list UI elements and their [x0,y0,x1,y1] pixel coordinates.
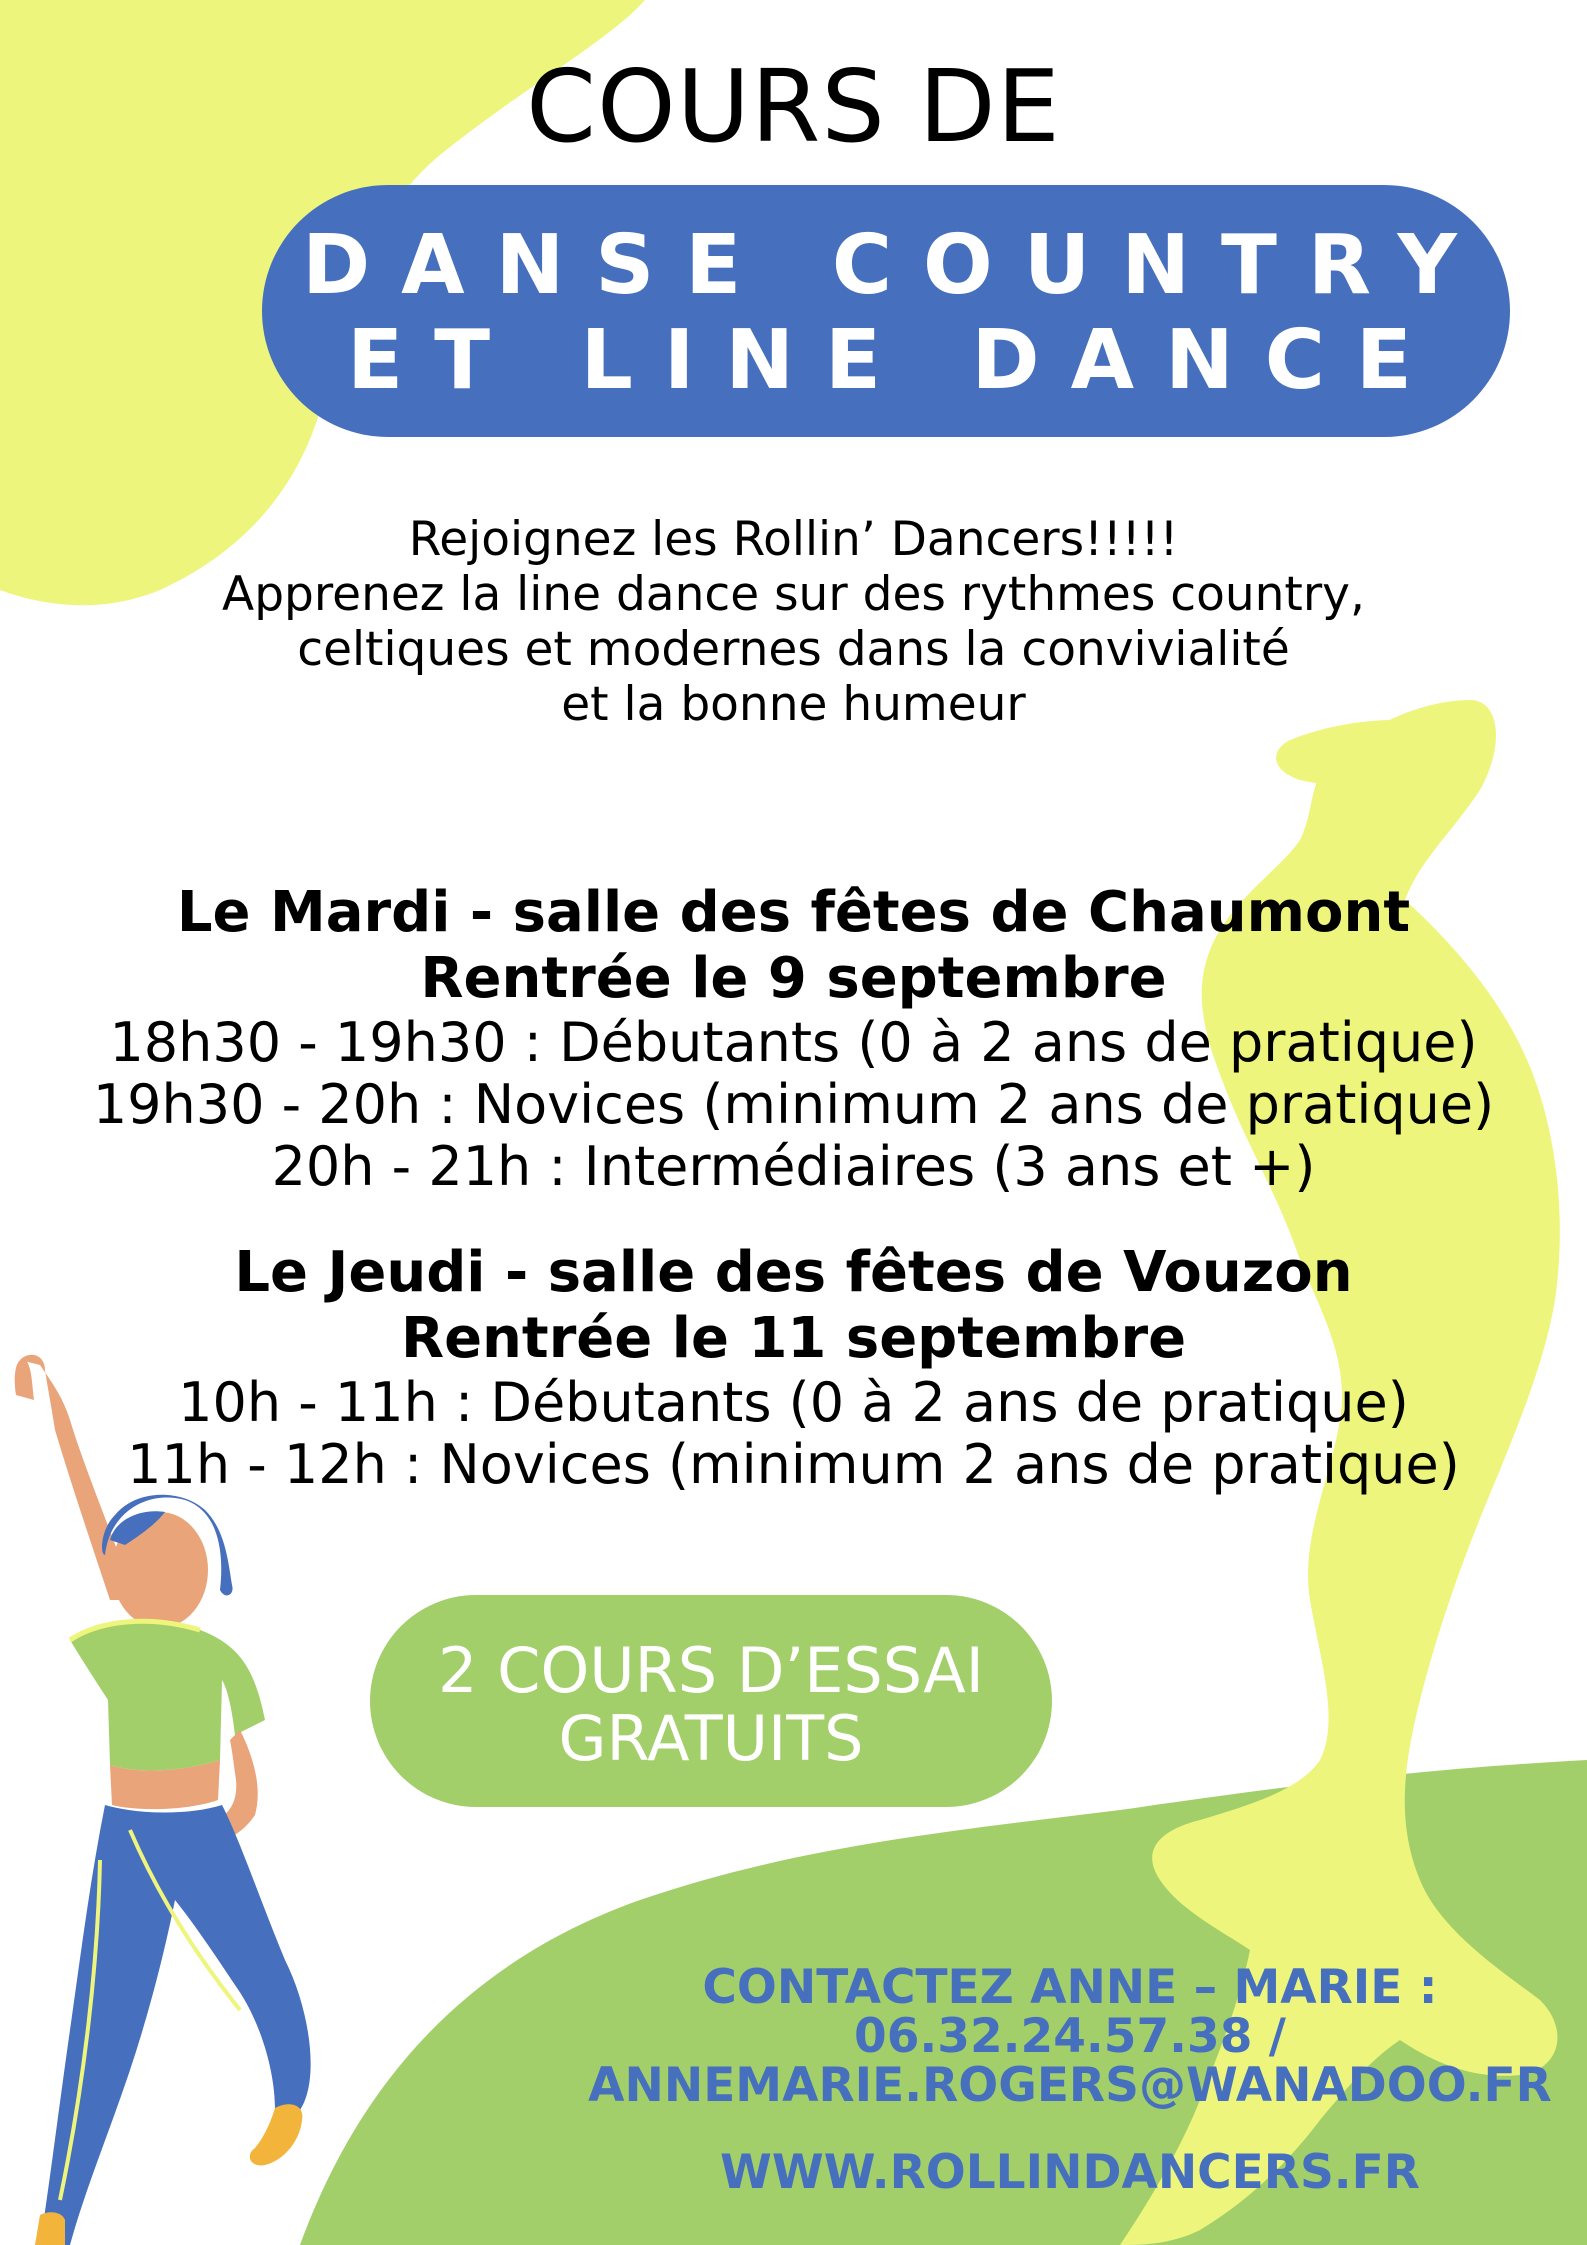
schedule-start-date: Rentrée le 11 septembre [400,1306,1187,1371]
intro-line: celtiques et modernes dans la convivialité [297,622,1290,677]
free-trial-text [370,1634,1052,1775]
intro-line: Rejoignez les Rollin’ Dancers!!!!! [408,512,1179,567]
free-trial-line: 2 COURS D’ESSAI [438,1634,984,1707]
schedule-session: 10h - 11h : Débutants (0 à 2 ans de pratique) [178,1371,1409,1434]
schedule-session: 19h30 - 20h : Novices (minimum 2 ans de pratique) [92,1073,1495,1136]
contact-email[interactable]: ANNEMARIE.ROGERS@WANADOO.FR [588,2058,1552,2113]
contact-name: CONTACTEZ ANNE – MARIE : [702,1960,1438,2015]
contact-phone: 06.32.24.57.38 / [854,2009,1286,2064]
schedule-session: 18h30 - 19h30 : Débutants (0 à 2 ans de pratique) [109,1011,1478,1074]
intro-line: et la bonne humeur [561,677,1026,732]
schedule-heading: Le Mardi - salle des fêtes de Chaumont [176,880,1411,945]
title-banner-line-2: ET LINE DANCE [347,313,1443,408]
schedule-session: 20h - 21h : Intermédiaires (3 ans et +) [271,1135,1316,1198]
schedule-start-date: Rentrée le 9 septembre [420,946,1167,1011]
title-banner-line-1: DANSE COUNTRY [302,218,1488,313]
schedule-session: 11h - 12h : Novices (minimum 2 ans de pratique) [127,1433,1460,1496]
schedule-thursday [0,1240,1587,1496]
website-link[interactable]: WWW.ROLLINDANCERS.FR [720,2145,1420,2200]
free-trial-line: GRATUITS [558,1702,864,1775]
intro-line: Apprenez la line dance sur des rythmes country, [222,567,1365,622]
page-title: COURS DE [526,48,1061,165]
schedule-heading: Le Jeudi - salle des fêtes de Vouzon [234,1240,1353,1305]
intro-text [0,512,1587,732]
schedule-tuesday [0,880,1587,1198]
